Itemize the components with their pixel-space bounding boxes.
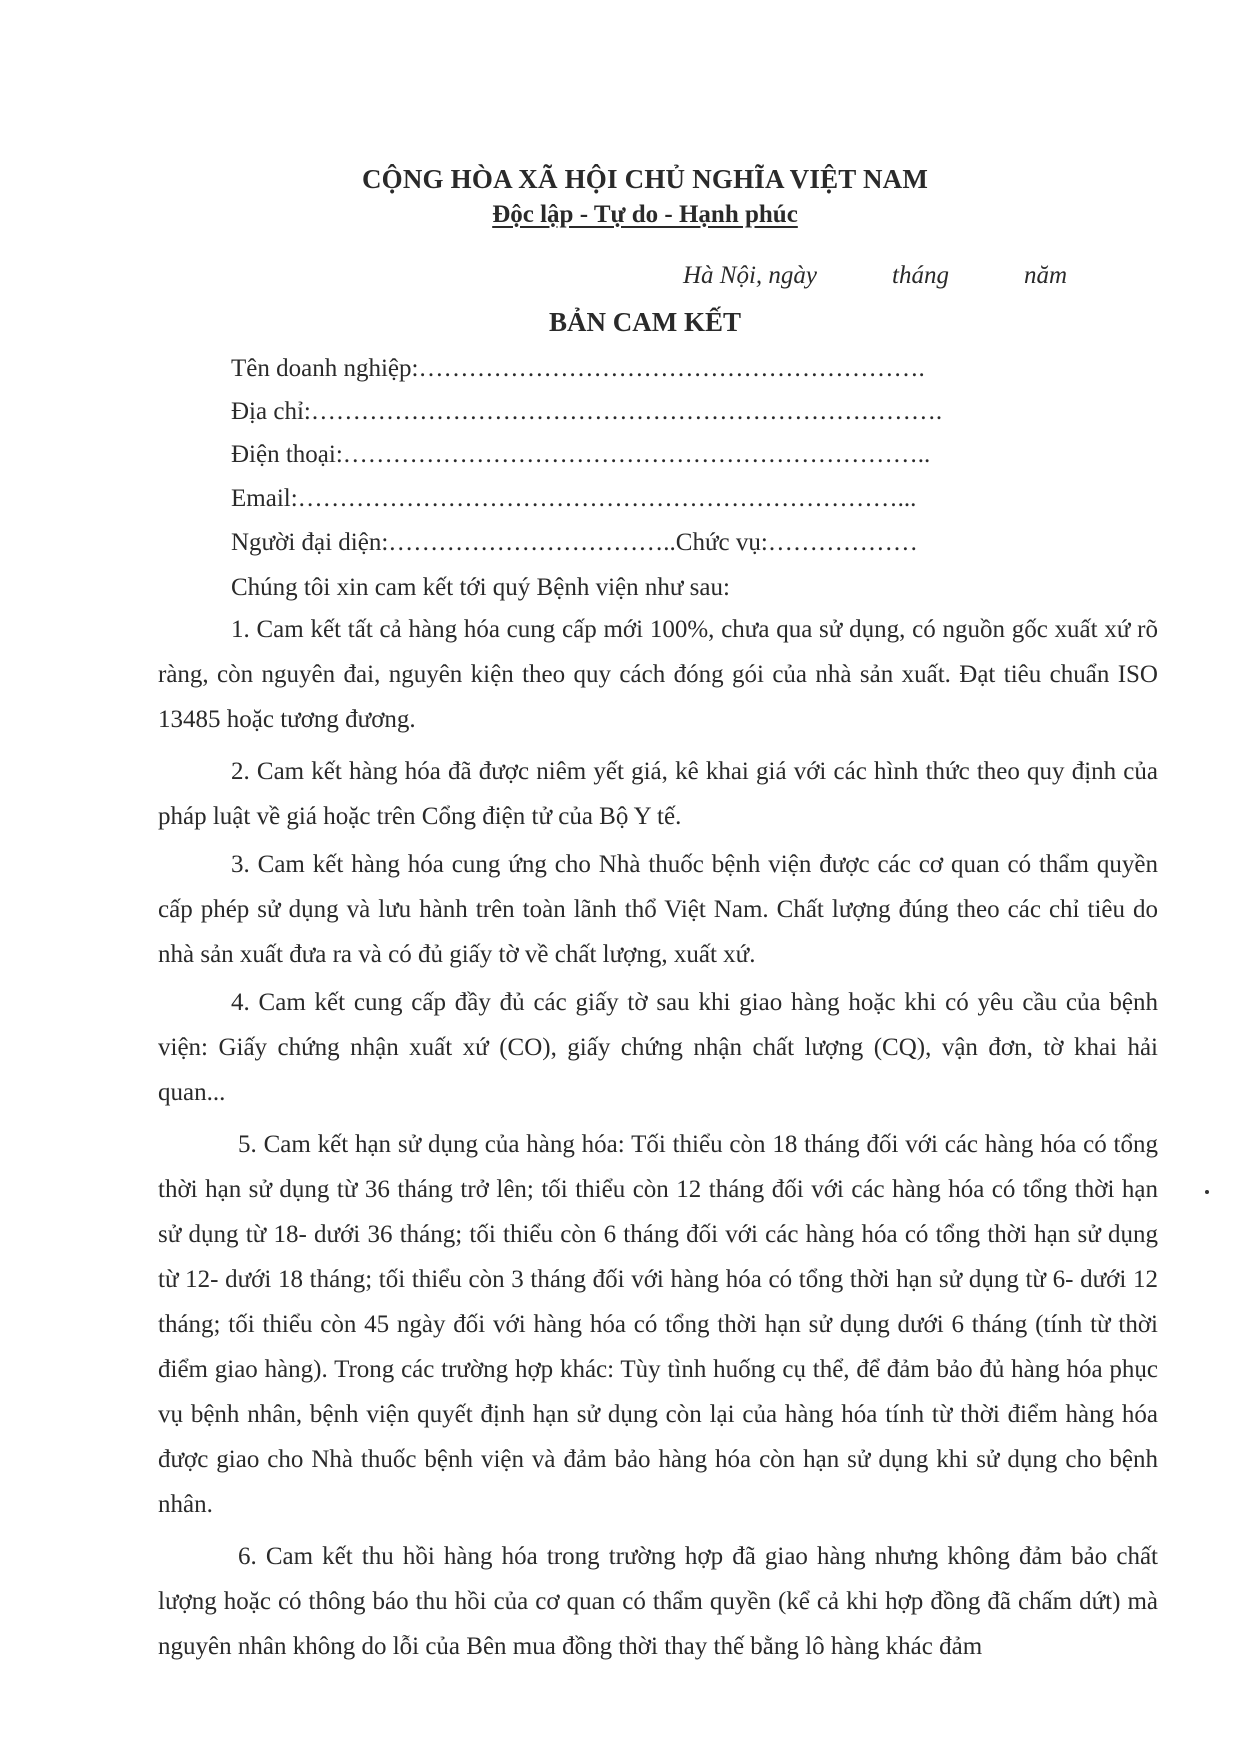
national-title: CỘNG HÒA XÃ HỘI CHỦ NGHĨA VIỆT NAM — [361, 164, 929, 194]
national-motto — [0, 201, 1241, 229]
intro-text: Chúng tôi xin cam kết tới quý Bệnh viện như sau: — [231, 574, 730, 601]
document-title: BẢN CAM KẾT — [548, 307, 741, 337]
commitment-item-6: 6. Cam kết thu hồi hàng hóa trong trường hợp đã giao hàng nhưng không đảm bảo chất lượng hoặc có thông báo thu hồi của cơ quan có thẩm quyền (kể cả khi hợp đồng đã chấm dứt) mà nguyên nhân không do lỗi của Bên mua đồng thời thay thế bằng lô hàng khác đảm — [158, 1543, 1158, 1660]
company-name-field: Tên doanh nghiệp:……………………………………………………. — [231, 355, 925, 382]
motto-text: Độc lập - Tự do - Hạnh phúc — [492, 201, 798, 228]
commitment-item-5: 5. Cam kết hạn sử dụng của hàng hóa: Tối thiểu còn 18 tháng đối với các hàng hóa có tổng thời hạn sử dụng từ 36 tháng trở lên; tối thiểu còn 12 tháng đối với các hàng hóa có tổng thời hạn sử dụng từ 18- dưới 36 tháng; tối thiểu còn 6 tháng đối với các hàng hóa có tổng thời hạn sử dụng từ 12- dưới 18 tháng; tối thiểu còn 3 tháng đối với hàng hóa có tổng thời hạn sử dụng từ 6- dưới 12 tháng; tối thiểu còn 45 ngày đối với hàng hóa có tổng thời hạn sử dụng dưới 6 tháng (tính từ thời điểm giao hàng). Trong các trường hợp khác: Tùy tình huống cụ thể, để đảm bảo đủ hàng hóa phục vụ bệnh nhân, bệnh viện quyết định hạn sử dụng còn lại của hàng hóa tính từ thời điểm hàng hóa được giao cho Nhà thuốc bệnh viện và đảm bảo hàng hóa còn hạn sử dụng khi sử dụng cho bệnh nhân. — [158, 1131, 1158, 1518]
phone-field: Điện thoại:…………………………………………………………….. — [231, 441, 931, 468]
representative-field: Người đại diện:……………………………..Chức vụ:……………… — [231, 529, 918, 556]
place-date-month: tháng — [892, 262, 949, 289]
commitment-item-3: 3. Cam kết hàng hóa cung ứng cho Nhà thuốc bệnh viện được các cơ quan có thẩm quyền cấp phép sử dụng và lưu hành trên toàn lãnh thổ Việt Nam. Chất lượng đúng theo các chỉ tiêu do nhà sản xuất đưa ra và có đủ giấy tờ về chất lượng, xuất xứ. — [158, 851, 1158, 968]
email-field: Email:………………………………………………………………... — [231, 485, 917, 512]
commitment-item-2: 2. Cam kết hàng hóa đã được niêm yết giá, kê khai giá với các hình thức theo quy định của pháp luật về giá hoặc trên Cổng điện tử của Bộ Y tế. — [158, 758, 1158, 830]
place-date-place: Hà Nội, ngày — [683, 262, 818, 289]
commitment-item-1: 1. Cam kết tất cả hàng hóa cung cấp mới 100%, chưa qua sử dụng, có nguồn gốc xuất xứ rõ ràng, còn nguyên đai, nguyên kiện theo quy cách đóng gói của nhà sản xuất. Đạt tiêu chuẩn ISO 13485 hoặc tương đương. — [158, 616, 1158, 733]
address-field: Địa chỉ:…………………………………………………………………. — [231, 398, 943, 425]
commitment-item-4: 4. Cam kết cung cấp đầy đủ các giấy tờ sau khi giao hàng hoặc khi có yêu cầu của bệnh viện: Giấy chứng nhận xuất xứ (CO), giấy chứng nhận chất lượng (CQ), vận đơn, tờ khai hải quan... — [158, 989, 1158, 1106]
place-date-year: năm — [1024, 262, 1068, 289]
scan-dot-mark — [1205, 1190, 1209, 1194]
